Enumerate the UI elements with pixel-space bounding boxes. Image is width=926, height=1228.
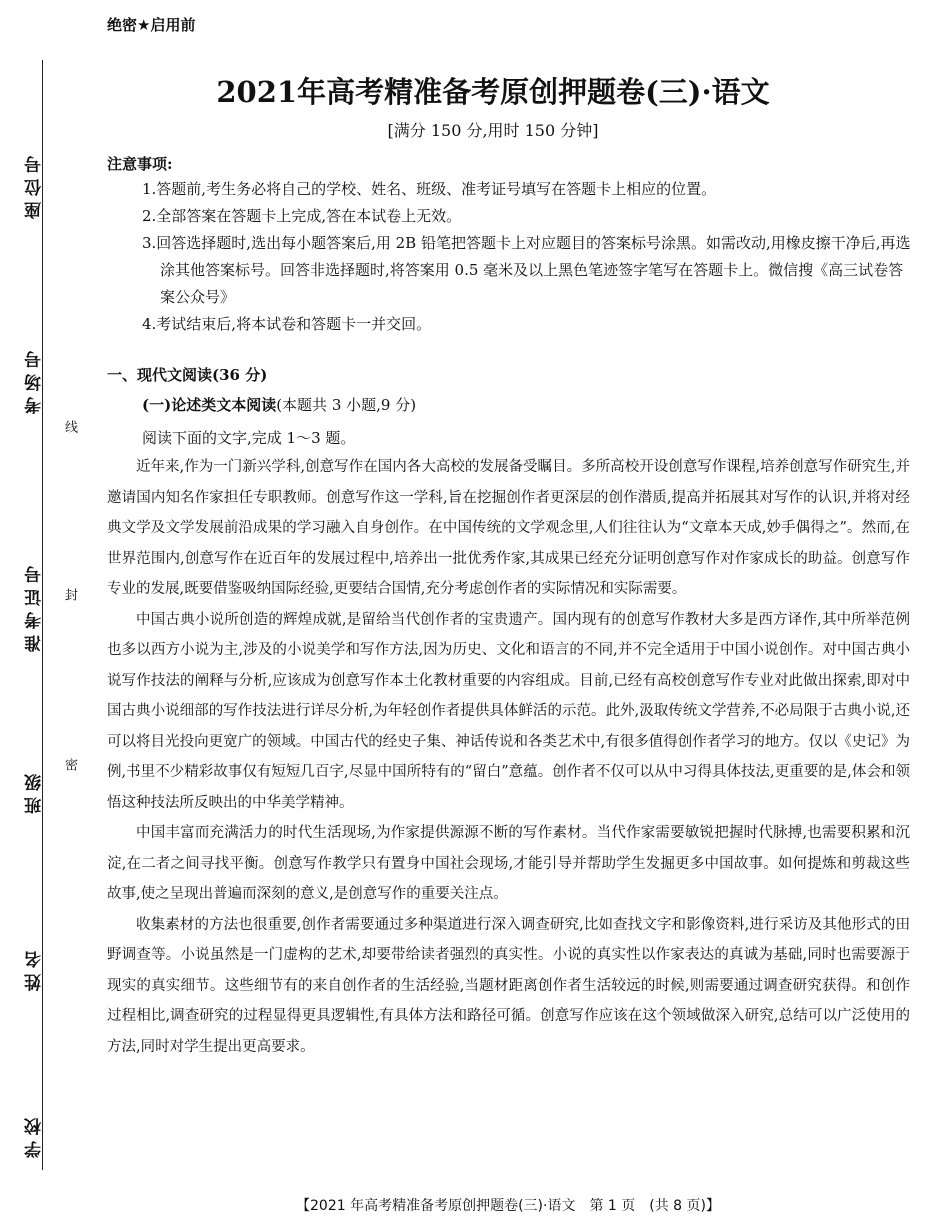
passage-paragraph: 近年来,作为一门新兴学科,创意写作在国内各大高校的发展备受瞩目。多所高校开设创意写作课程,培养创意写作研究生,并邀请国内知名作家担任专职教师。创意写作这一学科,旨在挖掘创作者更深层的创作潜质,提高并拓展其对写作的认识,并将对经典文学及文学发展前沿成果的学习融入自身创作。在中国传统的文学观念里,人们往往认为“文章本天成,妙手偶得之”。然而,在世界范围内,创意写作在近百年的发展过程中,培养出一批优秀作家,其成果已经充分证明创意写作对作家成长的助益。创意写作专业的发展,既要借鉴吸纳国际经验,更要结合国情,充分考虑创作者的实际情况和实际需要。 (107, 459, 910, 597)
exam-subtitle: [满分 150 分,用时 150 分钟] (387, 121, 599, 140)
note-item: 4.考试结束后,将本试卷和答题卡一并交回。 (142, 315, 432, 333)
note-item: 1.答题前,考生务必将自己的学校、姓名、班级、准考证号填写在答题卡上相应的位置。 (142, 180, 717, 198)
confidential-tag: 绝密★启用前 (107, 16, 196, 34)
fold-mark-secret: 密 (62, 758, 77, 771)
passage-paragraph: 中国古典小说所创造的辉煌成就,是留给当代创作者的宝贵遗产。国内现有的创意写作教材大多是西方译作,其中所举范例也多以西方小说为主,涉及的小说美学和写作方法,因为历史、文化和语言的不同,并不完全适用于中国小说创作。对中国古典小说写作技法的阐释与分析,应该成为创意写作本土化教材重要的内容组成。目前,已经有高校创意写作专业对此做出探索,即对中国古典小说细部的写作技法进行详尽分析,为年轻创作者提供具体鲜活的示范。此外,汲取传统文学营养,不必局限于古典小说,还可以将目光投向更宽广的领域。中国古代的经史子集、神话传说和各类艺术中,有很多值得创作者学习的地方。仅以《史记》为例,书里不少精彩故事仅有短短几百字,尽显中国所特有的“留白”意蕴。创作者不仅可以从中习得具体技法,更重要的是,体会和领悟这种技法所反映出的中华美学精神。 (107, 611, 910, 811)
note-item: 2.全部答案在答题卡上完成,答在本试卷上无效。 (142, 207, 462, 225)
passage-paragraph: 中国丰富而充满活力的时代生活现场,为作家提供源源不断的写作素材。当代作家需要敏锐把握时代脉搏,也需要积累和沉淀,在二者之间寻找平衡。创意写作教学只有置身中国社会现场,才能引导并帮助学生发掘更多中国故事。如何提炼和剪裁这些故事,使之呈现出普遍而深刻的意义,是创意写作的重要关注点。 (107, 825, 910, 902)
reading-passage (107, 452, 910, 1062)
subsection-note: (本题共 3 小题,9 分) (276, 396, 417, 414)
section-title: 一、现代文阅读(36 分) (107, 366, 268, 384)
note-item: 3.回答选择题时,选出每小题答案后,用 2B 铅笔把答题卡上对应题目的答案标号涂黑。如需改动,用橡皮擦干净后,再选涂其他答案标号。回答非选择题时,将答案用 0.5 毫米及以上黑色笔迹签字笔写在答题卡上。微信搜《高三试卷答案公众号》 (142, 234, 911, 306)
subsection-name: (一)论述类文本阅读 (142, 396, 277, 414)
school-label: 学校 (25, 1112, 45, 1158)
subsection-title (142, 394, 416, 415)
fold-mark-seal: 封 (62, 588, 77, 601)
class-label: 班级 (25, 768, 45, 814)
binding-margin (0, 0, 90, 1228)
admission-number-label: 准考证号 (25, 560, 45, 652)
page-footer: 【2021 年高考精准备考原创押题卷(三)·语文 第 1 页 (共 8 页)】 (296, 1198, 720, 1214)
reading-instruction: 阅读下面的文字,完成 1～3 题。 (142, 429, 356, 447)
seat-number-label: 座位号 (25, 150, 45, 219)
exam-room-label: 考场号 (25, 345, 45, 414)
notes-heading: 注意事项: (107, 155, 173, 173)
exam-title: 2021年高考精准备考原创押题卷(三)·语文 (216, 75, 770, 109)
passage-paragraph: 收集素材的方法也很重要,创作者需要通过多种渠道进行深入调查研究,比如查找文字和影像资料,进行采访及其他形式的田野调查等。小说虽然是一门虚构的艺术,却要带给读者强烈的真实性。小说的真实性以作家表达的真诚为基础,同时也需要源于现实的真实细节。这些细节有的来自创作者的生活经验,当题材距离创作者生活较远的时候,则需要通过调查研究获得。和创作过程相比,调查研究的过程显得更具逻辑性,有具体方法和路径可循。创意写作应该在这个领域做深入研究,总结可以广泛使用的方法,同时对学生提出更高要求。 (107, 916, 910, 1055)
fold-mark-line: 线 (62, 420, 77, 433)
notes-list (142, 176, 912, 338)
name-label: 姓名 (25, 945, 45, 991)
